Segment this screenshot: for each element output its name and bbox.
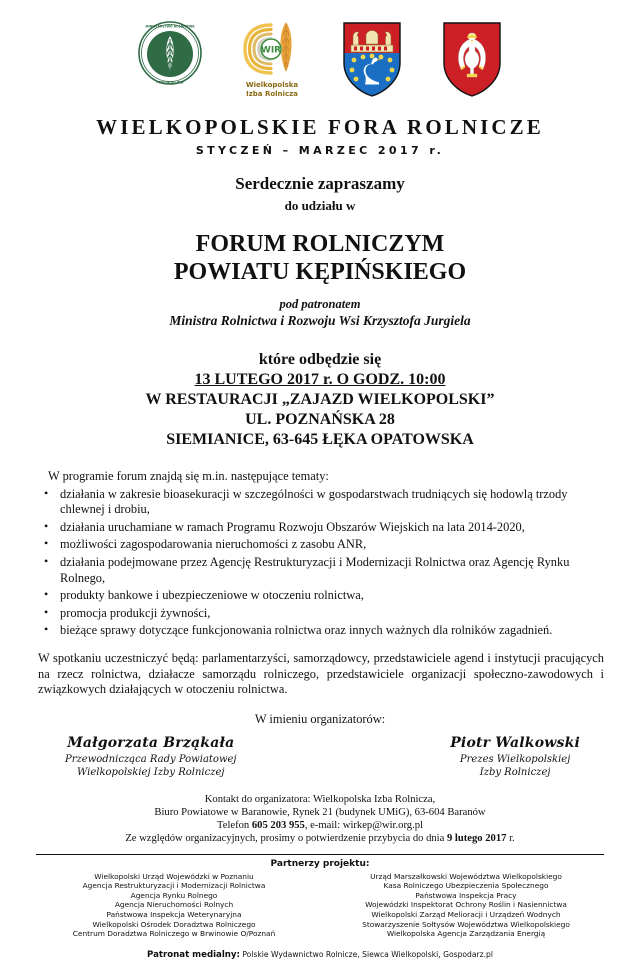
partner-item: Wojewódzki Inspektorat Ochrony Roślin i Nasiennictwa xyxy=(365,900,567,910)
contact-address: Biuro Powiatowe w Baranowie, Rynek 21 (budynek UMiG), 63-604 Baranów xyxy=(154,806,486,818)
signature-right xyxy=(450,735,580,779)
wielkopolska-izba-rolnicza-logo-icon xyxy=(241,20,303,80)
attendees-paragraph: W spotkaniu uczestniczyć będą: parlamentarzyści, samorządowcy, przedstawiciele agend i instytucji pracujących na rzecz rolnictwa, działacze samorządu rolniczego, przedstawiciele organizacji społeczno-zawodowych i związkowych działających w otoczeniu rolnictwa. xyxy=(38,650,604,697)
partner-item: Państwowa Inspekcja Weterynaryjna xyxy=(106,909,242,919)
signature-role-line1: Przewodnicząca Rady Powiatowej xyxy=(65,753,237,765)
list-item: • bieżące sprawy dotyczące funkcjonowania rolnictwa oraz innych ważnych dla rolników zagadnień. xyxy=(30,623,610,639)
wir-monogram: WIR xyxy=(260,45,282,56)
wir-caption-line2: Izba Rolnicza xyxy=(246,89,298,98)
logo-row xyxy=(30,0,610,106)
partner-item: Wielkopolski Ośrodek Doradztwa Rolniczego xyxy=(92,919,256,929)
signature-role-line2: Izby Rolniczej xyxy=(479,766,551,778)
partner-item: Agencja Rynku Rolnego xyxy=(130,890,218,900)
partner-item: Wielkopolski Urząd Wojewódzki w Poznaniu xyxy=(94,871,254,881)
forum-title-line2: POWIATU KĘPIŃSKIEGO xyxy=(173,259,467,285)
greater-poland-coat-of-arms-icon xyxy=(441,20,503,98)
contact-phone-number: 605 203 955 xyxy=(251,820,305,832)
contact-rsvp xyxy=(30,832,610,845)
partners-heading: Partnerzy projektu: xyxy=(270,858,370,869)
partners-column-right xyxy=(335,872,597,939)
forum-title-line1: FORUM ROLNICZYM xyxy=(195,231,445,257)
partners-column-left xyxy=(43,872,305,939)
rsvp-text: Ze względów organizacyjnych, prosimy o potwierdzenie przybycia do dnia xyxy=(125,833,447,845)
signature-role xyxy=(65,753,237,779)
signature-name: Piotr Walkowski xyxy=(450,734,580,751)
media-patronage xyxy=(30,950,610,960)
logo-kepno-county-arms xyxy=(341,20,403,98)
ministry-of-agriculture-seal-icon xyxy=(137,20,203,86)
event-date: 13 LUTEGO 2017 r. O GODZ. 10:00 xyxy=(194,371,446,388)
contact-phone-label: Telefon xyxy=(217,820,252,832)
patronage-label: pod patronatem xyxy=(279,297,361,311)
wheat-ear xyxy=(281,22,292,72)
signature-name: Małgorzata Brząkała xyxy=(67,734,235,751)
list-item: • możliwości zagospodarowania nieruchomości z zasobu ANR, xyxy=(30,537,610,553)
partner-item: Państwowa Inspekcja Pracy xyxy=(415,890,517,900)
signature-role-line1: Prezes Wielkopolskiej xyxy=(459,753,571,765)
partner-item: Centrum Doradztwa Rolniczego w Brwinowie O/Poznań xyxy=(72,929,276,939)
list-item: • działania podejmowane przez Agencję Restrukturyzacji i Modernizacji Rolnictwa oraz Agencję Rynku Rolnego, xyxy=(30,555,610,586)
list-item: • produkty bankowe i ubezpieczeniowe w otoczeniu rolnictwa, xyxy=(30,588,610,604)
list-item: • działania w zakresie bioasekuracji w szczególności w gospodarstwach trudniących się hodowlą trzody chlewnej i drobiu, xyxy=(30,487,610,518)
partner-item: Wielkopolski Zarząd Melioracji i Urządzeń Wodnych xyxy=(371,909,561,919)
logo-wielkopolska-izba-rolnicza xyxy=(241,20,303,98)
rsvp-suffix: r. xyxy=(506,833,515,845)
kepno-county-coat-of-arms-icon xyxy=(341,20,403,98)
page-title: WIELKOPOLSKIE FORA ROLNICZE xyxy=(96,115,544,139)
participate-label: do udziału w xyxy=(284,198,356,213)
partner-item: Kasa Rolniczego Ubezpieczenia Społecznego xyxy=(383,881,549,891)
forum-title xyxy=(30,230,610,286)
partner-item: Stowarzyszenie Sołtysów Województwa Wielkopolskiego xyxy=(362,919,570,929)
signature-left xyxy=(65,735,237,779)
list-item: • działania uruchamiane w ramach Programu Rozwoju Obszarów Wiejskich na lata 2014-2020, xyxy=(30,520,610,536)
media-patronage-label: Patronat medialny: xyxy=(147,949,240,960)
svg-text:I ROZWOJU WSI: I ROZWOJU WSI xyxy=(156,80,184,85)
partner-item: Wielkopolska Agencja Zarządzania Energią xyxy=(386,929,546,939)
contact-phone-email xyxy=(30,819,610,832)
signature-role xyxy=(450,753,580,779)
partners-divider xyxy=(36,854,604,855)
rsvp-date: 9 lutego 2017 xyxy=(446,833,507,845)
event-venue: W RESTAURACJI „ZAJAZD WIELKOPOLSKI” xyxy=(145,391,495,408)
partner-item: Urząd Marszałkowski Województwa Wielkopolskiego xyxy=(370,871,562,881)
logo-ministry-of-agriculture-seal xyxy=(137,20,203,86)
partner-item: Agencja Restrukturyzacji i Modernizacji Rolnictwa xyxy=(82,881,266,891)
in-name-of-organizers: W imieniu organizatorów: xyxy=(254,711,386,726)
patronage-person: Ministra Rolnictwa i Rozwoju Wsi Krzysztofa Jurgiela xyxy=(169,313,471,328)
svg-text:MINISTERSTWO ROLNICTWA: MINISTERSTWO ROLNICTWA xyxy=(145,24,195,29)
event-details xyxy=(30,351,610,449)
contact-block xyxy=(30,793,610,846)
welcome-heading: Serdecznie zapraszamy xyxy=(235,174,405,193)
event-when-label: które odbędzie się xyxy=(258,351,382,368)
contact-organizer: Kontakt do organizatora: Wielkopolska Izba Rolnicza, xyxy=(204,793,436,805)
program-intro: W programie forum znajdą się m.in. następujące tematy: xyxy=(48,469,329,483)
event-city: SIEMIANICE, 63-645 ŁĘKA OPATOWSKA xyxy=(166,431,474,448)
signature-block xyxy=(30,735,610,779)
page-subtitle-period: STYCZEŃ – MARZEC 2017 r. xyxy=(195,144,445,157)
logo-greater-poland-arms xyxy=(441,20,503,98)
event-street: UL. POZNAŃSKA 28 xyxy=(245,411,395,428)
partners-columns xyxy=(30,872,610,939)
contact-email: , e-mail: wirkep@wir.org.pl xyxy=(304,820,423,832)
signature-role-line2: Wielkopolskiej Izby Rolniczej xyxy=(77,766,225,778)
wir-caption xyxy=(246,81,298,98)
list-item: • promocja produkcji żywności, xyxy=(30,606,610,622)
media-patronage-value: Polskie Wydawnictwo Rolnicze, Siewca Wielkopolski, Gospodarz.pl xyxy=(239,949,493,959)
program-topic-list xyxy=(30,487,610,639)
program-section xyxy=(30,469,610,639)
wir-caption-line1: Wielkopolska xyxy=(245,81,299,89)
partner-item: Agencja Nieruchomości Rolnych xyxy=(114,900,234,910)
